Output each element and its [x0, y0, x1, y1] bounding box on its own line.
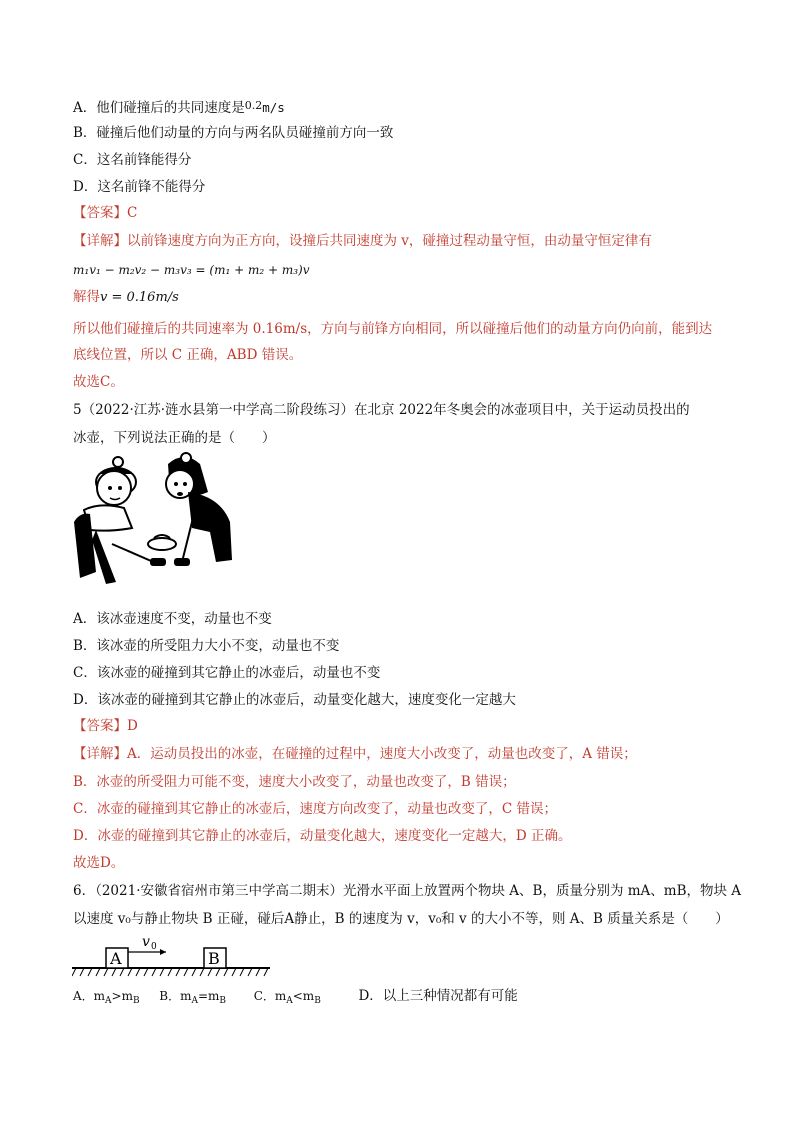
q4-option-a-unit: m/s	[262, 100, 285, 115]
velocity-subscript: 0	[151, 942, 157, 952]
q4-answer	[73, 204, 137, 222]
q5-option-d: D．该冰壶的碰撞到其它静止的冰壶后，动量变化越大，速度变化一定越大	[73, 692, 516, 708]
q4-option-d: D．这名前锋不能得分	[73, 179, 206, 195]
q5-stem-1: 5（2022·江苏·涟水县第一中学高二阶段练习）在北京 2022年冬奥会的冰壶项目中，关于运动员投出的	[73, 402, 690, 418]
q5-detail-c: C．冰壶的碰撞到其它静止的冰壶后，速度方向改变了，动量也改变了，C 错误；	[73, 801, 557, 817]
q4-option-c: C．这名前锋能得分	[73, 152, 192, 168]
velocity-label: v	[142, 934, 150, 950]
q5-answer-value: D	[127, 718, 138, 734]
q6-option-b: B．$m_A=m_B$	[159, 989, 227, 1006]
q4-answer-value: C	[127, 205, 138, 221]
q5-stem-2: 冰壶，下列说法正确的是（ ）	[73, 430, 276, 446]
q5-option-c: C．该冰壶的碰撞到其它静止的冰壶后，动量也不变	[73, 665, 381, 681]
q4-solve	[73, 288, 179, 307]
q4-option-a	[73, 97, 285, 117]
q4-option-a-value: 0.2	[244, 99, 263, 112]
curling-players-illustration-icon	[70, 452, 240, 592]
block-a-label: A	[110, 949, 122, 968]
q6-option-d: D．以上三种情况都有可能	[358, 988, 518, 1004]
q4-choose: 故选C。	[73, 374, 124, 390]
q6-stem-1: 6．（2021·安徽省宿州市第三中学高二期末）光滑水平面上放置两个物块 A、B，质量分别为 mA、mB，物块 A	[73, 883, 742, 899]
q6-stem-2: 以速度 v₀与静止物块 B 正碰，碰后A静止，B 的速度为 v，v₀和 v 的大小不等，则 A、B 质量关系是（ ）	[73, 911, 729, 927]
q4-detail	[73, 232, 652, 250]
q6-options	[73, 987, 518, 1010]
q4-conclusion-2: 底线位置，所以 C 正确，ABD 错误。	[73, 347, 303, 363]
arrow-head-icon	[160, 949, 166, 955]
q5-choose: 故选D。	[73, 855, 125, 871]
q5-option-a: A．该冰壶速度不变，动量也不变	[73, 611, 272, 627]
q5-detail-a-text: A．运动员投出的冰壶，在碰撞的过程中，速度大小改变了，动量也改变了，A 错误；	[127, 746, 637, 762]
q4-solve-prefix: 解得	[73, 289, 100, 305]
q5-detail-d: D．冰壶的碰撞到其它静止的冰壶后，动量变化越大，速度变化一定越大，D 正确。	[73, 828, 572, 844]
q5-detail-b: B．冰壶的所受阻力可能不变，速度大小改变了，动量也改变了，B 错误；	[73, 774, 516, 790]
q4-detail-text: 以前锋速度方向为正方向，设撞后共同速度为 v，碰撞过程动量守恒，由动量守恒定律有	[127, 233, 652, 249]
q4-solve-value: v = 0.16m/s	[100, 290, 179, 305]
collision-diagram	[72, 932, 272, 978]
q4-equation: m₁v₁ − m₂v₂ − m₃v₃ = (m₁ + m₂ + m₃)v	[73, 263, 310, 277]
block-b-label: B	[208, 949, 220, 968]
q5-detail-a	[73, 745, 637, 763]
q5-answer	[73, 717, 138, 735]
q4-option-b: B．碰撞后他们动量的方向与两名队员碰撞前方向一致	[73, 125, 394, 141]
q5-option-b: B．该冰壶的所受阻力大小不变，动量也不变	[73, 638, 340, 654]
q4-detail-tag: 【详解】	[73, 233, 127, 249]
q5-detail-tag: 【详解】	[73, 746, 127, 762]
q6-option-a: A．$m_A>m_B$	[73, 989, 140, 1006]
q4-conclusion-1: 所以他们碰撞后的共同速率为 0.16m/s，方向与前锋方向相同，所以碰撞后他们的动量方向仍向前，能到达	[73, 321, 713, 337]
q4-option-a-text: A．他们碰撞后的共同速度是	[73, 100, 245, 116]
q5-answer-tag: 【答案】	[73, 718, 127, 734]
q4-answer-tag: 【答案】	[73, 205, 127, 221]
q6-option-c: C．$m_A<m_B$	[253, 989, 321, 1006]
